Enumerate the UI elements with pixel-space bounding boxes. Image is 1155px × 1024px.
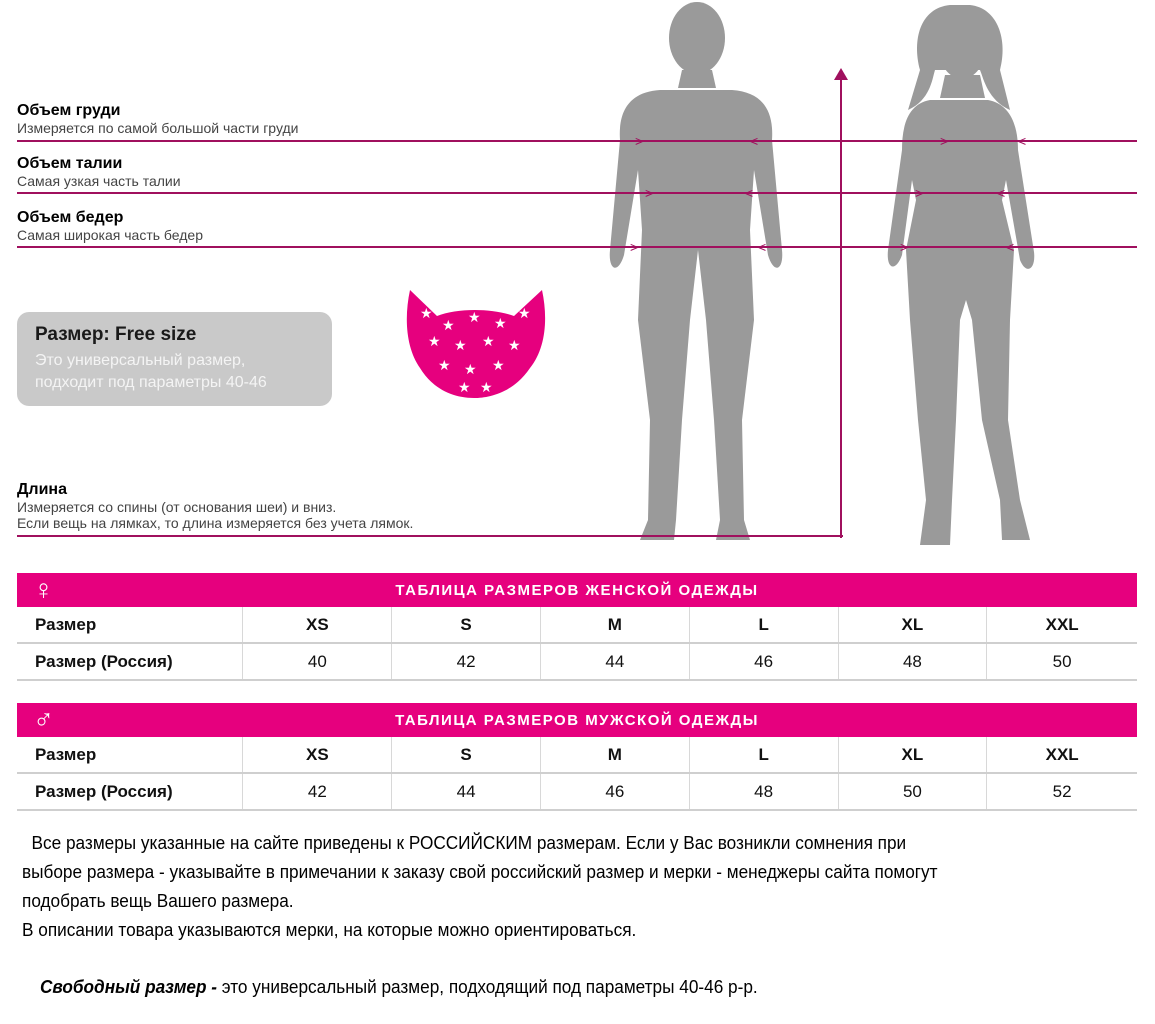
note-line-3: подобрать вещь Вашего размера. <box>22 890 294 911</box>
arrow-left-icon: < <box>1018 133 1027 149</box>
waist-desc: Самая узкая часть талии <box>17 173 181 189</box>
arrow-left-icon: < <box>758 239 767 255</box>
svg-text:★: ★ <box>454 338 467 354</box>
length-desc-1: Измеряется со спины (от основания шеи) и вниз. <box>17 499 337 515</box>
svg-text:★: ★ <box>494 316 507 332</box>
length-line <box>840 76 842 538</box>
chest-line <box>17 140 1137 142</box>
table-cell: Размер <box>35 614 97 634</box>
waist-line <box>17 192 1137 194</box>
table-cell: L <box>689 737 838 772</box>
free-size-note <box>40 976 758 998</box>
table-cell: 44 <box>540 644 689 679</box>
table-row <box>17 644 1137 681</box>
svg-text:★: ★ <box>464 362 477 378</box>
table-cell: M <box>540 737 689 772</box>
svg-text:★: ★ <box>428 334 441 350</box>
body-silhouettes <box>590 0 1100 560</box>
table-cell: L <box>689 607 838 642</box>
svg-text:★: ★ <box>420 306 433 322</box>
women-size-table <box>17 573 1137 681</box>
table-cell: XS <box>242 607 391 642</box>
free-size-desc <box>35 350 267 394</box>
table-cell: 44 <box>391 774 540 809</box>
waist-title: Объем талии <box>17 155 123 172</box>
female-silhouette <box>888 5 1035 545</box>
svg-text:★: ★ <box>458 380 471 396</box>
hips-measurement <box>17 209 203 243</box>
male-silhouette <box>610 2 783 540</box>
chest-title: Объем груди <box>17 102 121 119</box>
table-cell: 40 <box>242 644 391 679</box>
svg-text:★: ★ <box>468 310 481 326</box>
table-cell: XL <box>838 737 987 772</box>
table-cell: XXL <box>986 607 1137 642</box>
arrow-right-icon: > <box>635 133 644 149</box>
table-cell: M <box>540 607 689 642</box>
svg-text:★: ★ <box>492 358 505 374</box>
note-line-2: выборе размера - указывайте в примечании к заказу свой российский размер и мерки - менеджеры сайта помогут <box>22 861 938 882</box>
arrow-right-icon: > <box>645 185 654 201</box>
table-cell: 48 <box>838 644 987 679</box>
free-size-note-bold: Свободный размер - <box>40 976 218 997</box>
male-symbol-icon: ♂ <box>33 704 54 735</box>
svg-text:★: ★ <box>442 318 455 334</box>
table-row <box>17 737 1137 774</box>
free-size-title: Размер: Free size <box>35 324 197 345</box>
table-row <box>17 774 1137 811</box>
table-cell: XL <box>838 607 987 642</box>
arrow-left-icon: < <box>750 133 759 149</box>
free-size-line-1: Это универсальный размер, <box>35 352 246 369</box>
women-table-header <box>17 573 1137 607</box>
length-title: Длина <box>17 481 67 498</box>
table-cell: XXL <box>986 737 1137 772</box>
table-cell: S <box>391 737 540 772</box>
table-cell: Размер (Россия) <box>35 781 173 801</box>
svg-text:★: ★ <box>482 334 495 350</box>
length-base-line <box>17 535 843 537</box>
table-cell: Размер <box>35 744 97 764</box>
waist-measurement <box>17 155 181 189</box>
table-row <box>17 607 1137 644</box>
table-cell: 42 <box>391 644 540 679</box>
length-arrow-top-icon <box>834 68 848 80</box>
svg-text:★: ★ <box>438 358 451 374</box>
size-note <box>22 828 1054 944</box>
hips-line <box>17 246 1137 248</box>
men-table-header <box>17 703 1137 737</box>
arrow-left-icon: < <box>745 185 754 201</box>
note-line-4: В описании товара указываются мерки, на которые можно ориентироваться. <box>22 919 637 940</box>
svg-text:★: ★ <box>508 338 521 354</box>
svg-text:★: ★ <box>480 380 493 396</box>
note-line-1: Все размеры указанные на сайте приведены к РОССИЙСКИМ размерам. Если у Вас возникли сомнения при <box>22 832 907 853</box>
table-cell: 50 <box>838 774 987 809</box>
arrow-right-icon: > <box>900 239 909 255</box>
arrow-right-icon: > <box>915 185 924 201</box>
cat-hat-image <box>402 288 548 400</box>
women-table-title: ТАБЛИЦА РАЗМЕРОВ ЖЕНСКОЙ ОДЕЖДЫ <box>395 582 759 599</box>
chest-measurement <box>17 102 298 136</box>
length-desc-2: Если вещь на лямках, то длина измеряется без учета лямок. <box>17 515 414 531</box>
arrow-left-icon: < <box>997 185 1006 201</box>
men-size-table <box>17 703 1137 811</box>
arrow-right-icon: > <box>940 133 949 149</box>
length-measurement <box>17 481 413 531</box>
hips-desc: Самая широкая часть бедер <box>17 227 204 243</box>
table-cell: 46 <box>540 774 689 809</box>
free-size-line-2: подходит под параметры 40-46 <box>35 374 267 391</box>
table-cell: 42 <box>242 774 391 809</box>
table-cell: 48 <box>689 774 838 809</box>
svg-text:★: ★ <box>518 306 531 322</box>
table-cell: Размер (Россия) <box>35 651 173 671</box>
table-cell: 52 <box>986 774 1137 809</box>
men-table-title: ТАБЛИЦА РАЗМЕРОВ МУЖСКОЙ ОДЕЖДЫ <box>395 712 759 729</box>
table-cell: 50 <box>986 644 1137 679</box>
chest-desc: Измеряется по самой большой части груди <box>17 120 299 136</box>
female-symbol-icon: ♀ <box>33 574 54 605</box>
free-size-box <box>17 312 332 406</box>
free-size-note-text: это универсальный размер, подходящий под параметры 40-46 р-р. <box>217 976 758 997</box>
table-cell: XS <box>242 737 391 772</box>
hips-title: Объем бедер <box>17 209 124 226</box>
arrow-right-icon: > <box>630 239 639 255</box>
arrow-left-icon: < <box>1006 239 1015 255</box>
table-cell: S <box>391 607 540 642</box>
table-cell: 46 <box>689 644 838 679</box>
